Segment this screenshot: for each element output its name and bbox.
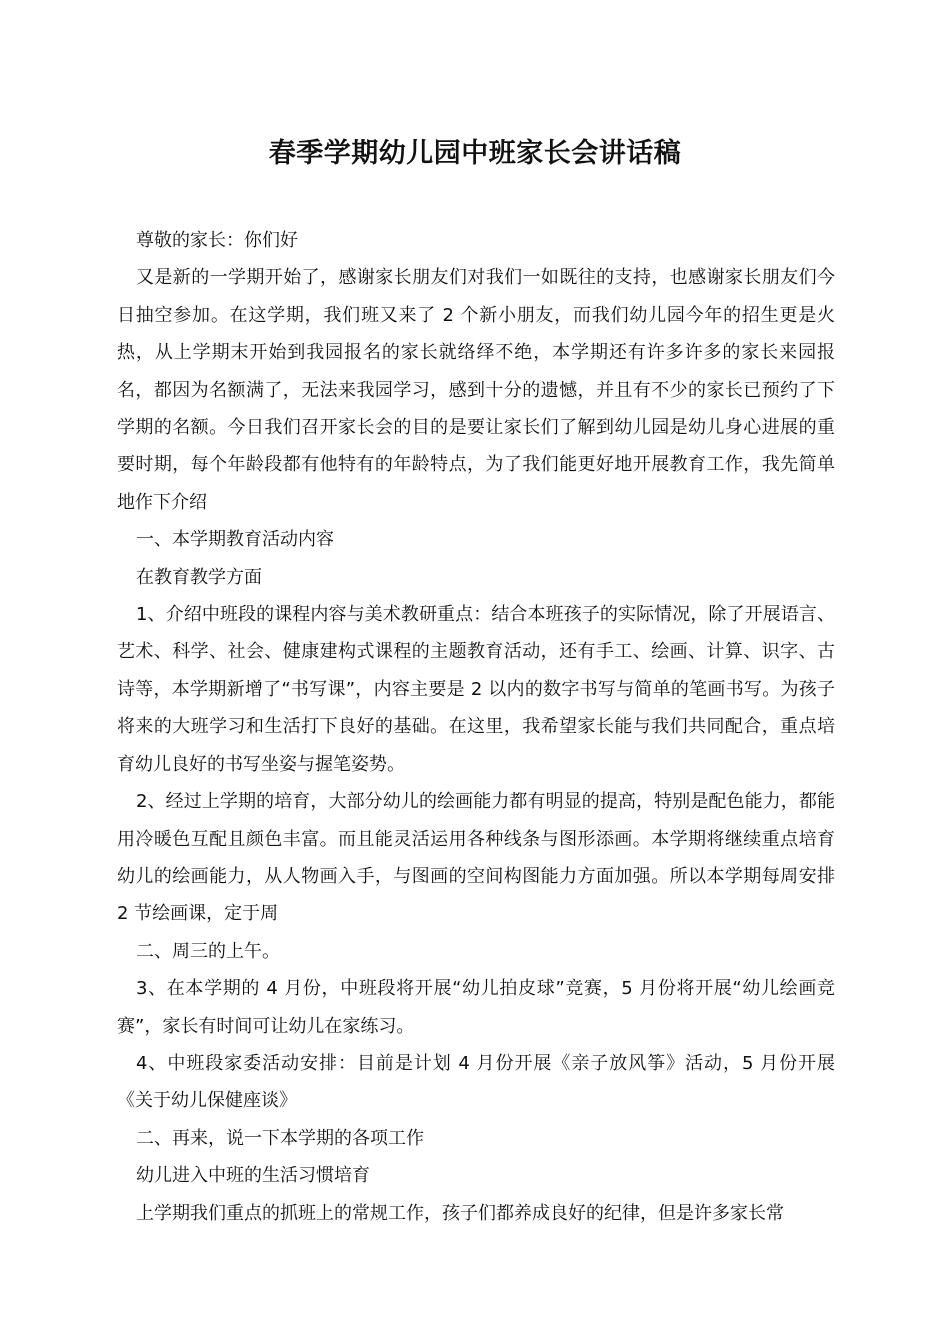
item-paragraph: 2、经过上学期的培育，大部分幼儿的绘画能力都有明显的提高，特别是配色能力，都能用冷暖色互配且颜色丰富。而且能灵活运用各种线条与图形添画。本学期将继续重点培育幼儿的绘画能力，从人物画入手，与图画的空间构图能力方面加强。所以本学期每周安排 2 节绘画课，定于周 [117, 791, 835, 925]
document-body [117, 222, 835, 1232]
subsection-heading: 幼儿进入中班的生活习惯培育 [136, 1165, 370, 1187]
item-paragraph: 1、介绍中班段的课程内容与美术教研重点：结合本班孩子的实际情况，除了开展语言、艺术、科学、社会、健康建构式课程的主题教育活动，还有手工、绘画、计算、识字、古诗等，本学期新增了“书写课”，内容主要是 2 以内的数字书写与简单的笔画书写。为孩子将来的大班学习和生活打下良好的基础。在这里，我希望家长能与我们共同配合，重点培育幼儿良好的书写坐姿与握笔姿势。 [117, 604, 835, 775]
item-paragraph: 4、中班段家委活动安排：目前是计划 4 月份开展《亲子放风筝》活动，5 月份开展《关于幼儿保健座谈》 [117, 1052, 835, 1112]
section-heading: 二、再来，说一下本学期的各项工作 [136, 1127, 424, 1149]
intro-paragraph: 又是新的一学期开始了，感谢家长朋友们对我们一如既往的支持，也感谢家长朋友们今日抽空参加。在这学期，我们班又来了 2 个新小朋友，而我们幼儿园今年的招生更是火热，从上学期末开始到我园报名的家长就络绎不绝，本学期还有许多许多的家长来园报名，都因为名额满了，无法来我园学习，感到十分的遗憾，并且有不少的家长已预约了下学期的名额。今日我们召开家长会的目的是要让家长们了解到幼儿园是幼儿身心进展的重要时期，每个年龄段都有他特有的年龄特点，为了我们能更好地开展教育工作，我先简单地作下介绍 [117, 267, 835, 513]
subsection-heading: 在教育教学方面 [136, 566, 262, 588]
body-paragraph: 上学期我们重点的抓班上的常规工作，孩子们都养成良好的纪律，但是许多家长常 [136, 1202, 784, 1224]
section-heading: 一、本学期教育活动内容 [136, 529, 334, 551]
item-paragraph: 3、在本学期的 4 月份，中班段将开展“幼儿拍皮球”竞赛，5 月份将开展“幼儿绘画竞赛”，家长有时间可让幼儿在家练习。 [117, 978, 835, 1037]
greeting-paragraph: 尊敬的家长：你们好 [136, 230, 298, 251]
body-paragraph: 二、周三的上午。 [136, 940, 280, 962]
document-title: 春季学期幼儿园中班家长会讲话稿 [268, 138, 682, 169]
